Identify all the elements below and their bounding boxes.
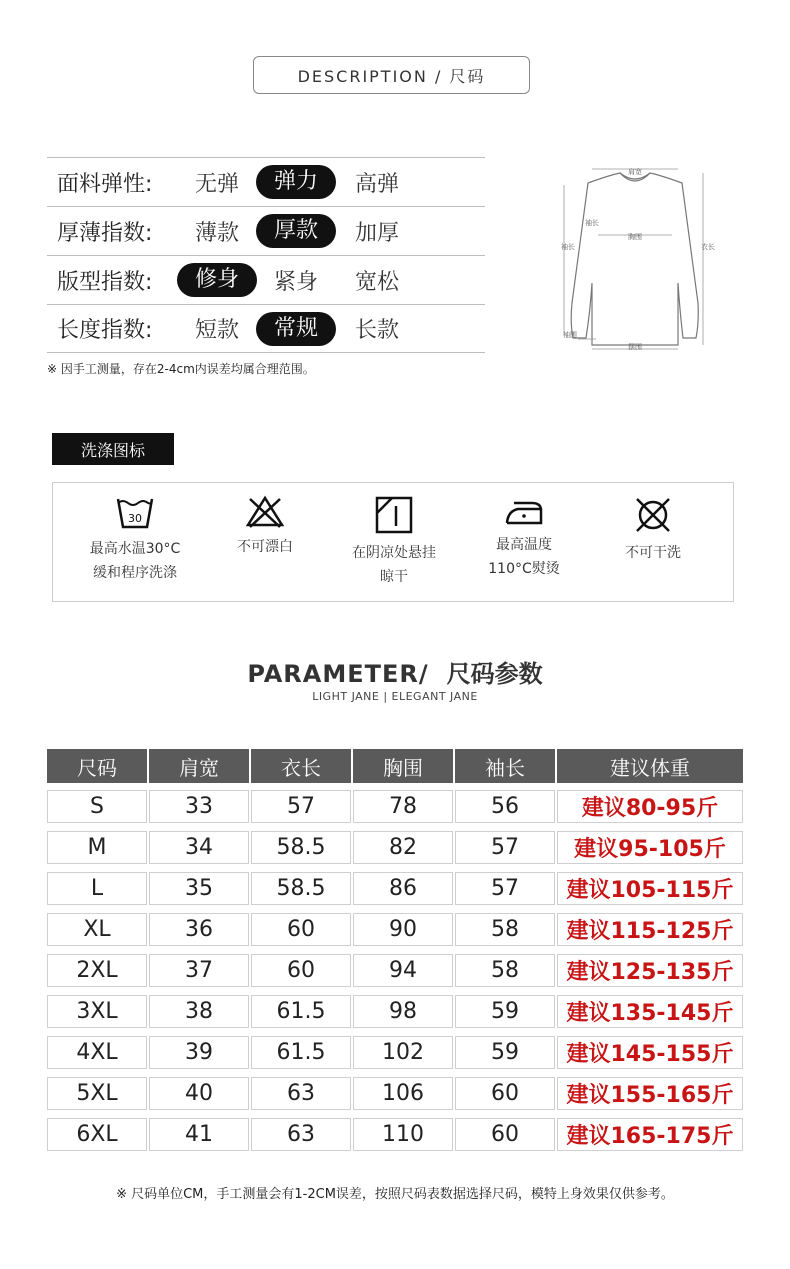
parameter-title-en: PARAMETER/: [247, 660, 429, 688]
table-cell: 90: [353, 913, 453, 946]
table-cell: 61.5: [251, 1036, 351, 1069]
diagram-label-chest: 胸围: [628, 233, 642, 241]
weight-recommendation-cell: 建议165-175斤: [557, 1118, 743, 1151]
weight-recommendation-cell: 建议155-165斤: [557, 1077, 743, 1110]
diagram-label-sleeve: 袖长: [561, 243, 575, 251]
weight-recommendation-cell: 建议80-95斤: [557, 790, 743, 823]
property-row-thickness: [47, 206, 485, 255]
table-cell: 58.5: [251, 872, 351, 905]
property-option: 加厚: [354, 220, 399, 246]
table-cell: 59: [455, 1036, 555, 1069]
table-cell: 5XL: [47, 1077, 147, 1110]
size-table-header: [47, 749, 745, 790]
table-cell: 36: [149, 913, 249, 946]
table-cell: 39: [149, 1036, 249, 1069]
table-row: [47, 995, 745, 1036]
table-cell: 82: [353, 831, 453, 864]
table-cell: 110: [353, 1118, 453, 1151]
property-option-selected: 弹力: [256, 165, 336, 199]
no-dry-clean-icon: [633, 495, 673, 535]
parameter-subtitle: LIGHT JANE | ELEGANT JANE: [312, 690, 478, 703]
table-cell: 3XL: [47, 995, 147, 1028]
table-cell: 35: [149, 872, 249, 905]
table-cell: 2XL: [47, 954, 147, 987]
property-option-selected: 修身: [177, 263, 257, 297]
table-cell: 98: [353, 995, 453, 1028]
table-cell: 59: [455, 995, 555, 1028]
table-cell: 37: [149, 954, 249, 987]
table-cell: 57: [455, 872, 555, 905]
diagram-label-cuff: 袖围: [563, 331, 577, 339]
table-cell: 38: [149, 995, 249, 1028]
table-row: [47, 831, 745, 872]
property-label: 厚薄指数:: [57, 220, 153, 246]
property-label: 版型指数:: [57, 269, 153, 295]
table-row: [47, 790, 745, 831]
hang-dry-shade-icon: [374, 495, 414, 535]
table-row: [47, 1036, 745, 1077]
wash-temp-label: 30: [128, 512, 142, 525]
measure-note: ※ 因手工测量，存在2-4cm内误差均属合理范围。: [47, 362, 315, 376]
property-option: 薄款: [194, 220, 239, 246]
table-cell: 94: [353, 954, 453, 987]
size-table: [47, 749, 745, 1159]
property-label: 长度指数:: [57, 318, 153, 343]
wash-text-line: 110°C熨烫: [488, 561, 560, 577]
table-cell: 60: [251, 913, 351, 946]
property-option-selected: 厚款: [256, 214, 336, 248]
weight-recommendation-cell: 建议115-125斤: [557, 913, 743, 946]
wash-item: [200, 495, 330, 559]
description-title: DESCRIPTION / 尺码: [297, 66, 486, 86]
property-option: 无弹: [194, 171, 239, 197]
property-option: 短款: [194, 318, 239, 343]
wash-text-line: 缓和程序洗涤: [93, 565, 177, 581]
property-option: 宽松: [354, 269, 399, 295]
table-cell: 102: [353, 1036, 453, 1069]
wash-text-line: 晾干: [380, 569, 408, 585]
table-cell: 34: [149, 831, 249, 864]
table-cell: 58.5: [251, 831, 351, 864]
table-cell: 57: [455, 831, 555, 864]
table-row: [47, 1118, 745, 1159]
property-option: 高弹: [354, 171, 399, 197]
property-option-selected: 常规: [256, 312, 336, 346]
weight-recommendation-cell: 建议105-115斤: [557, 872, 743, 905]
property-label: 面料弹性:: [57, 171, 153, 197]
table-cell: 61.5: [251, 995, 351, 1028]
table-cell: 40: [149, 1077, 249, 1110]
parameter-title-zh: 尺码参数: [446, 660, 543, 688]
wash-item: [459, 495, 589, 581]
weight-recommendation-cell: 建议95-105斤: [557, 831, 743, 864]
table-cell: 106: [353, 1077, 453, 1110]
property-option: 长款: [354, 318, 399, 343]
table-cell: M: [47, 831, 147, 864]
table-cell: 60: [455, 1077, 555, 1110]
wash-item: [70, 495, 200, 585]
size-header-cell: 尺码: [47, 749, 147, 783]
wash-care-title: 洗涤图标: [52, 433, 174, 465]
property-row-fit: [47, 255, 485, 304]
table-cell: XL: [47, 913, 147, 946]
table-cell: 33: [149, 790, 249, 823]
wash-text-line: 最高水温30°C: [89, 541, 181, 557]
table-cell: L: [47, 872, 147, 905]
weight-recommendation-cell: 建议135-145斤: [557, 995, 743, 1028]
parameter-title: [0, 654, 790, 689]
iron-110-icon: [504, 495, 544, 527]
wash-text-line: 在阴凉处悬挂: [352, 545, 436, 561]
table-cell: 56: [455, 790, 555, 823]
table-cell: 41: [149, 1118, 249, 1151]
property-option: 紧身: [273, 269, 318, 295]
table-row: [47, 913, 745, 954]
diagram-label-length: 衣长: [701, 243, 715, 251]
table-cell: 63: [251, 1077, 351, 1110]
no-bleach-icon: [245, 495, 285, 529]
size-header-cell: 衣长: [251, 749, 351, 783]
table-row: [47, 954, 745, 995]
diagram-label-hem: 摆围: [628, 343, 642, 351]
wash-text-line: 不可漂白: [237, 539, 293, 555]
description-header: [253, 56, 530, 94]
table-row: [47, 872, 745, 913]
table-cell: 4XL: [47, 1036, 147, 1069]
wash-30-icon: [115, 495, 155, 531]
table-cell: 58: [455, 954, 555, 987]
size-header-cell: 袖长: [455, 749, 555, 783]
table-cell: S: [47, 790, 147, 823]
table-cell: 86: [353, 872, 453, 905]
property-row-length: [47, 304, 485, 353]
size-header-cell: 胸围: [353, 749, 453, 783]
size-header-cell: 肩宽: [149, 749, 249, 783]
table-cell: 60: [251, 954, 351, 987]
diagram-label-shoulder: 肩宽: [628, 168, 642, 176]
weight-recommendation-cell: 建议145-155斤: [557, 1036, 743, 1069]
table-cell: 63: [251, 1118, 351, 1151]
property-row-elasticity: [47, 157, 485, 206]
wash-text-line: 不可干洗: [625, 545, 681, 561]
table-row: [47, 1077, 745, 1118]
table-cell: 60: [455, 1118, 555, 1151]
table-cell: 6XL: [47, 1118, 147, 1151]
bottom-note: ※ 尺码单位CM，手工测量会有1-2CM误差，按照尺码表数据选择尺码，模特上身效果仅供参考。: [116, 1187, 674, 1202]
table-cell: 78: [353, 790, 453, 823]
property-table: [47, 157, 485, 353]
garment-measure-diagram: [548, 163, 723, 353]
wash-item: [329, 495, 459, 589]
wash-text-line: 最高温度: [496, 537, 552, 553]
wash-care-panel: [52, 482, 734, 602]
table-cell: 57: [251, 790, 351, 823]
size-header-cell: 建议体重: [557, 749, 743, 783]
diagram-label-sleeve-top: 袖长: [585, 219, 599, 227]
table-cell: 58: [455, 913, 555, 946]
weight-recommendation-cell: 建议125-135斤: [557, 954, 743, 987]
wash-item: [588, 495, 718, 565]
